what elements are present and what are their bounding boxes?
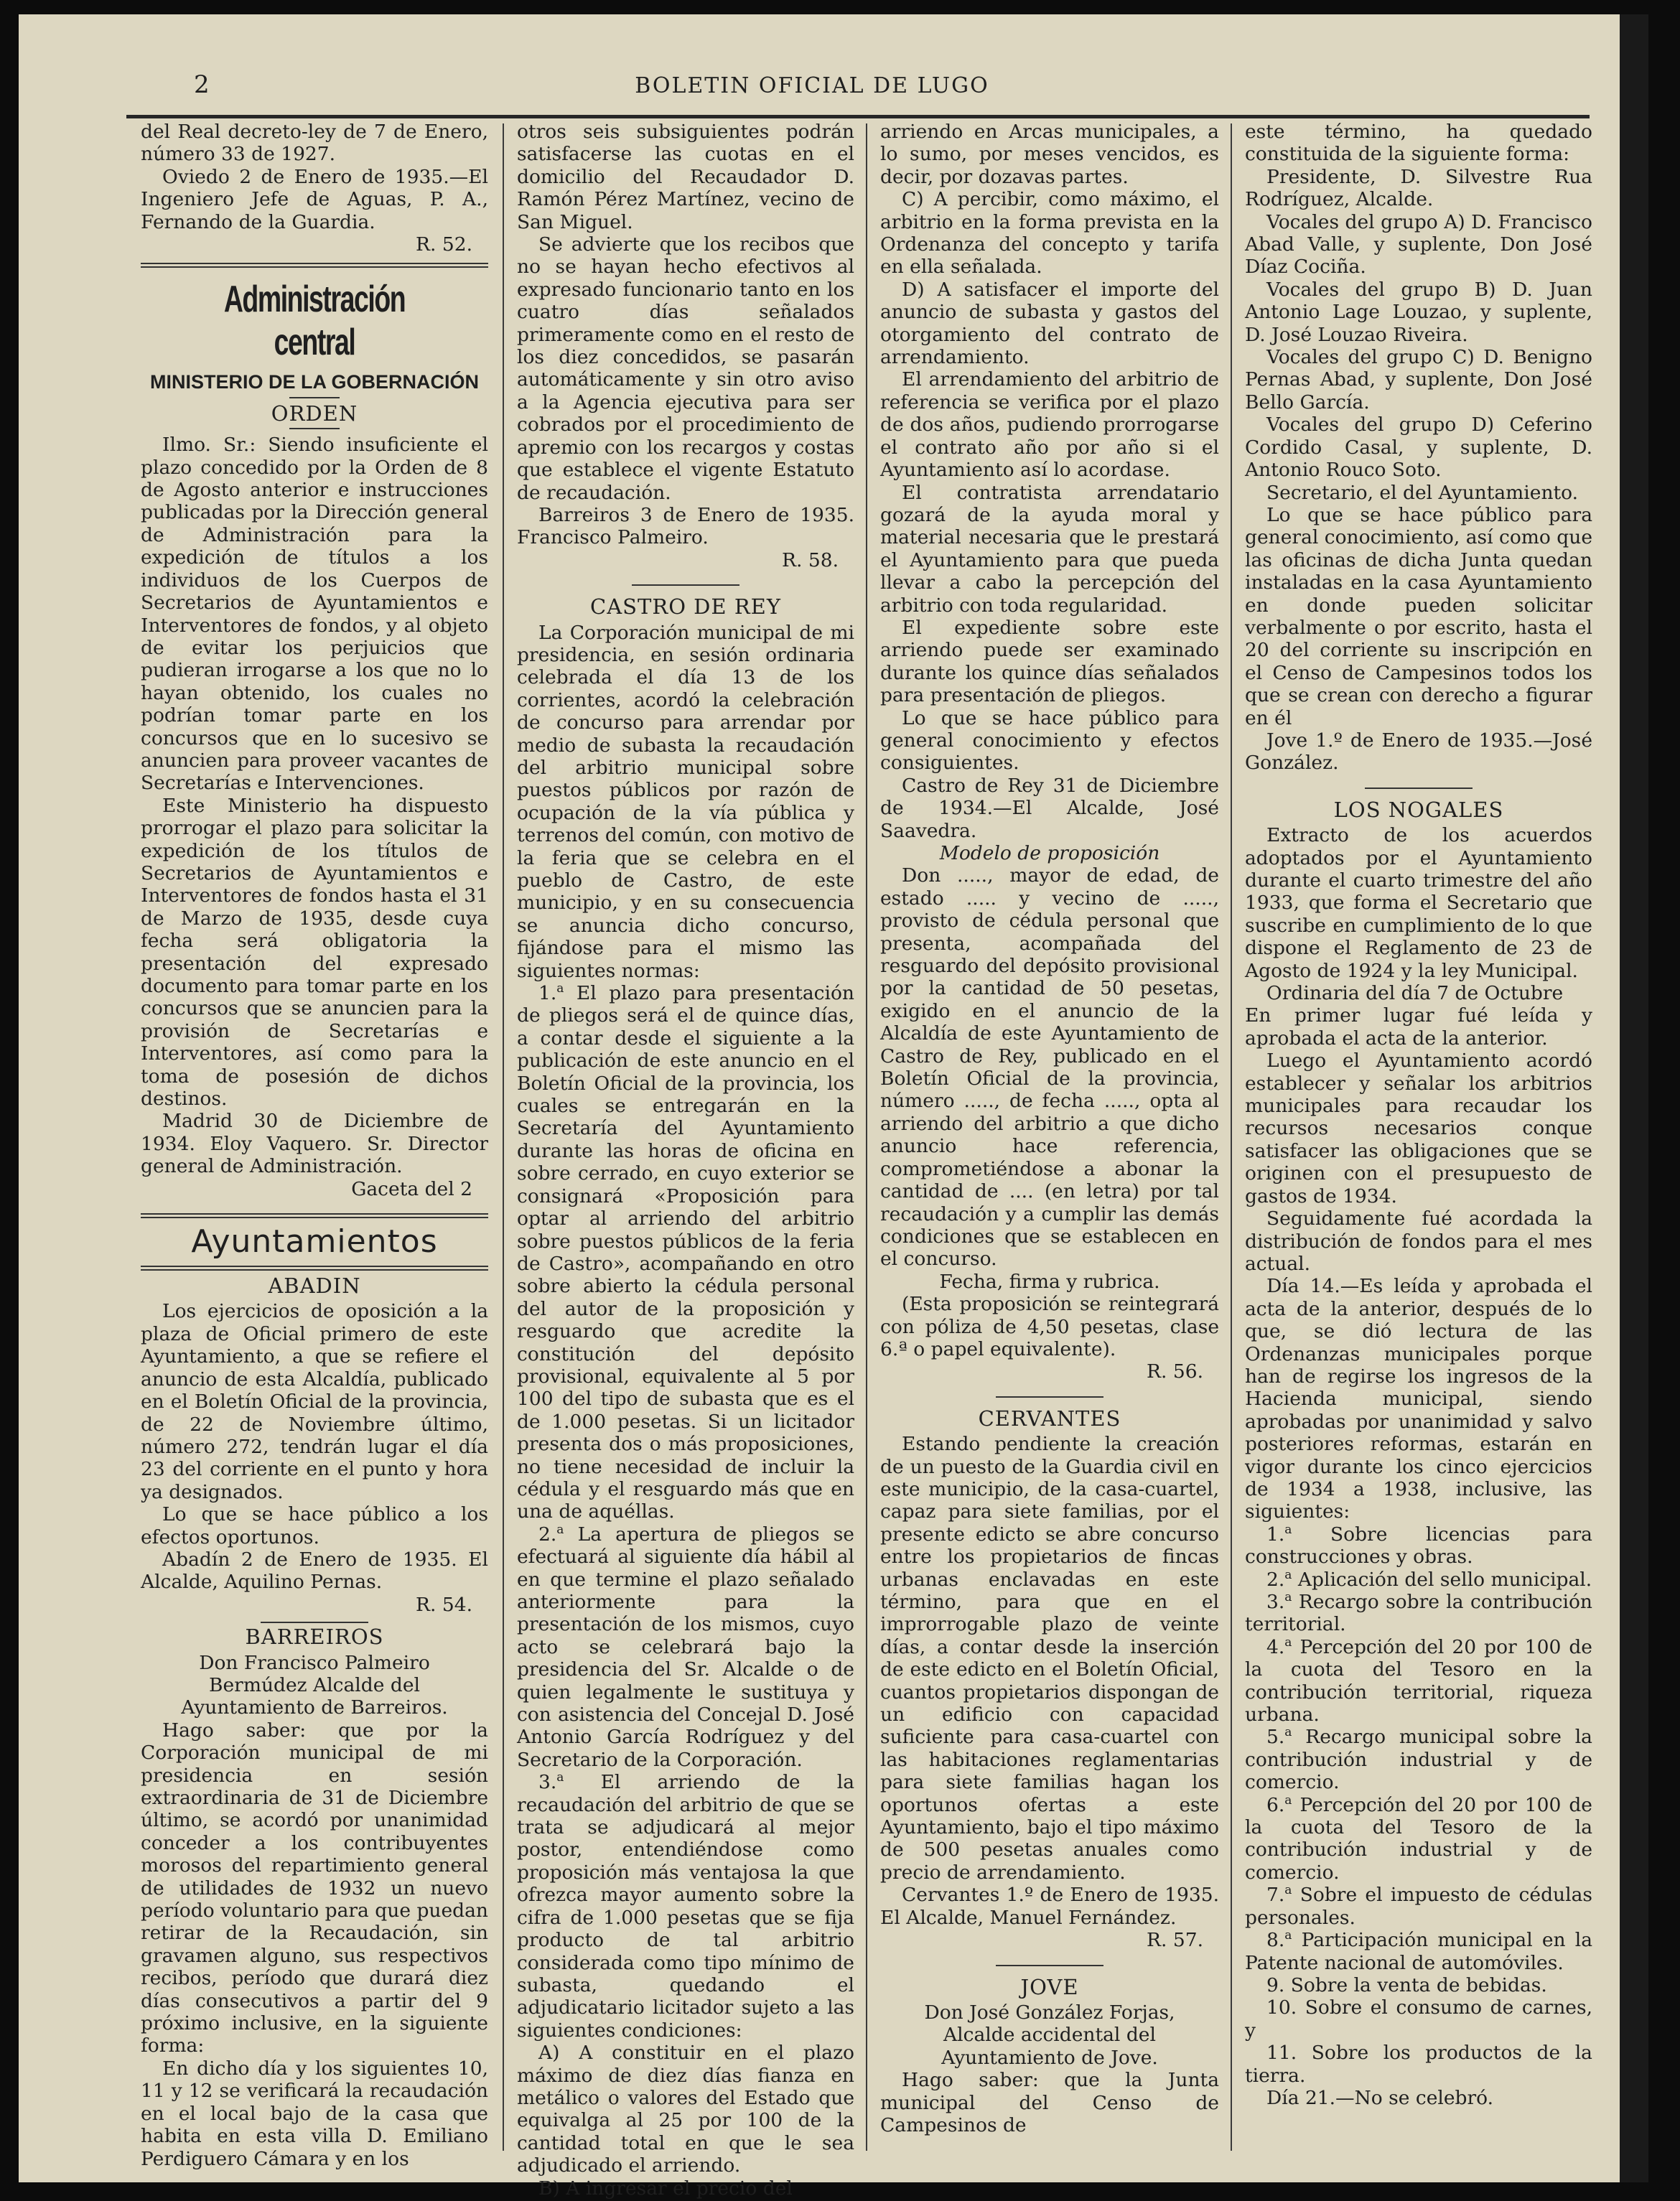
page-header (19, 57, 1605, 108)
separator (1365, 788, 1473, 789)
list-item-number: 5. (1266, 1726, 1285, 1749)
ordinal-suffix: a (1284, 1635, 1292, 1650)
ordinal-suffix: a (556, 981, 564, 996)
list-item (1245, 1929, 1592, 1974)
paragraph: Ordinaria del día 7 de Octubre (1266, 982, 1564, 1005)
paragraph: Los ejercicios de oposición a la plaza de Oficial primero de este Ayuntamiento, a que se refiere el anuncio de esta Alcaldía, publicado en el Boletín Oficial de la provincia, de 22 de Noviembre último, número 272, tendrán lugar el día 23 del corriente en el punto y hora ya designados. (141, 1300, 488, 1503)
list-item-text: Sobre licencias para construcciones y obras. (1245, 1523, 1592, 1569)
paragraph: Día 21.—No se celebró. (1266, 2086, 1494, 2109)
column-3 (880, 121, 1219, 2136)
list-item-number: 2. (1266, 1568, 1285, 1591)
section-title-ayuntamientos: Ayuntamientos (191, 1223, 438, 1261)
list-item-text: Recargo sobre la contribución territorial. (1245, 1591, 1592, 1636)
list-item-number: 3. (1266, 1591, 1285, 1613)
paragraph: Secretario, el del Ayuntamiento. (1266, 481, 1579, 504)
list-item-text: Sobre el impuesto de cédulas personales. (1245, 1884, 1592, 1929)
list-item-number: 4. (1266, 1635, 1285, 1658)
ordinal-suffix: a (556, 1770, 564, 1785)
paragraph: La Corporación municipal de mi presidencia, en sesión ordinaria celebrada el día 13 de los corrientes, acordó la celebración de concurso para arrendar por medio de subasta la recaudación del arbitrio municipal sobre puestos públicos por razón de ocupación de la vía pública y terrenos del común, con motivo de la feria que se celebra en el pueblo de Castro, de este municipio, y en su consecuencia se anuncia dicho concurso, fijándose para el mismo las siguientes normas: (517, 621, 854, 982)
list-item (1245, 1523, 1592, 1569)
paragraph: Vocales del grupo A) D. Francisco Abad Valle, y suplente, Don José Díaz Cociña. (1245, 210, 1592, 279)
reference-number: R. 52. (416, 233, 472, 256)
paragraph: Ilmo. Sr.: Siendo insuficiente el plazo concedido por la Orden de 8 de Agosto anterior e instrucciones publicadas por la Dirección general de Administración para la expedición de títulos a los individuos de los Cuerpos de Secretarios de Ayuntamientos e Interventores de fondos, y al objeto de evitar los perjuicios que pudieran irrogarse a los que no lo hayan obtenido, los cuales no podrían tomar parte en los concursos que en lo sucesivo se anuncien para proveer vacantes de Secretarías e Intervenciones. (141, 434, 488, 795)
paragraph (517, 982, 854, 1523)
list-item (1245, 1636, 1592, 1726)
section-rule (141, 1266, 488, 1271)
short-rule (289, 397, 340, 398)
paragraph: Barreiros 3 de Enero de 1935. Francisco Palmeiro. (517, 503, 854, 549)
paragraph: Seguidamente fué acordada la distribución de fondos para el mes actual. (1245, 1207, 1592, 1275)
list-item (1245, 1726, 1592, 1793)
ordinal-suffix: a (1284, 1725, 1292, 1740)
ordinal-suffix: a (556, 1522, 564, 1537)
list-item-number: 11. (1266, 2042, 1297, 2065)
orden-heading: ORDEN (271, 401, 358, 426)
paragraph: Don ....., mayor de edad, de estado ..... y vecino de ....., provisto de cédula personal que presenta, acompañada del resguardo del depósito provisional por la cantidad de 50 pesetas, exigido en el anuncio de la Alcaldía de este Ayuntamiento de Castro de Rey, publicado en el Boletín Oficial de la provincia, número ....., de fecha ....., opta al arriendo del arbitrio a que dicho anuncio hace referencia, comprometiéndose a abonar la cantidad de .... (en letra) por tal recaudación y a cumplir las demás condiciones que se establecen en el concurso. (880, 864, 1219, 1271)
paragraph-text: El arriendo de la recaudación del arbitrio de que se trata se adjudicará al mejor postor, entendiéndose como proposición más ventajosa la que ofrezca mayor aumento sobre la cifra de 1.000 pesetas que se fija producto de tal arbitrio considerada como tipo mínimo de subasta, quedando el adjudicatario licitador sujeto a las siguientes condiciones: (517, 1771, 854, 2042)
list-item (1245, 1884, 1592, 1929)
column-4 (1245, 121, 1592, 2109)
paragraph: Lo que se hace público a los efectos oportunos. (141, 1503, 488, 1548)
list-item (1245, 2042, 1592, 2087)
list-item (1245, 1794, 1592, 1884)
heading-abadin: ABADIN (268, 1274, 361, 1299)
list-item (1245, 1591, 1592, 1636)
ordinal: 1. (538, 982, 557, 1005)
reference-number: R. 54. (416, 1593, 472, 1616)
paragraph: arriendo en Arcas municipales, a lo sumo, por meses vencidos, es decir, por dozavas partes. (880, 121, 1219, 188)
list-item-number: 8. (1266, 1929, 1285, 1952)
reference-number: R. 58. (782, 548, 839, 571)
short-rule (289, 428, 340, 429)
paragraph (517, 1523, 854, 1771)
paragraph: Castro de Rey 31 de Diciembre de 1934.—El Alcalde, José Saavedra. (880, 774, 1219, 842)
paragraph: Lo que se hace público para general conocimiento, así como que las oficinas de dicha Junta quedan instaladas en la casa Ayuntamiento en donde pueden solicitar verbalmente o por escrito, hasta el 20 del corriente su inscripción en el Censo de Campesinos todos los que se crean con derecho a figurar en él (1245, 503, 1593, 729)
paragraph: Don José González Forjas, Alcalde accidental del Ayuntamiento de Jove. (924, 2001, 1175, 2069)
list-item-text: Aplicación del sello municipal. (1297, 1568, 1592, 1591)
publication-title: BOLETIN OFICIAL DE LUGO (635, 73, 989, 98)
paragraph: C) A percibir, como máximo, el arbitrio en la forma prevista en la Ordenanza del concepto y tarifa en ella señalada. (880, 188, 1219, 279)
paragraph: Extracto de los acuerdos adoptados por el Ayuntamiento durante el cuarto trimestre del año 1933, que forma el Secretario que suscribe en cumplimiento de lo que dispone el Reglamento de 23 de Agosto de 1924 y la ley Municipal. (1245, 824, 1592, 982)
ministry-heading: MINISTERIO DE LA GOBERNACIÓN (149, 371, 479, 393)
ordinal-suffix: a (1284, 1793, 1292, 1808)
ordinal-suffix: a (1284, 1590, 1292, 1605)
paragraph: Jove 1.º de Enero de 1935.—José González. (1245, 729, 1592, 775)
page-number: 2 (194, 70, 210, 99)
heading-barreiros: BARREIROS (245, 1625, 384, 1650)
section-rule (141, 1213, 488, 1218)
paragraph: El arrendamiento del arbitrio de referencia se verifica por el plazo de dos años, pudiendo prorrogarse el contrato año por año si el Ayuntamiento así lo acordase. (880, 368, 1219, 482)
column-divider (1231, 123, 1232, 2151)
list-item-text: Sobre la venta de bebidas. (1290, 1973, 1547, 1996)
list-item-text: Recargo municipal sobre la contribución industrial y de comercio. (1245, 1726, 1592, 1794)
paragraph: del Real decreto-ley de 7 de Enero, número 33 de 1927. (141, 121, 488, 166)
paragraph: Luego el Ayuntamiento acordó establecer y señalar los arbitrios municipales para recaudar los recursos necesarios conque satisfacer las obligaciones que se originen con el presupuesto de gastos de 1934. (1245, 1050, 1592, 1207)
list-item (1245, 1996, 1592, 2042)
ordinal-suffix: a (1284, 1567, 1292, 1582)
paragraph: D) A satisfacer el importe del anuncio de subasta y gastos del otorgamiento del contrato de arrendamiento. (880, 278, 1219, 369)
list-item-text: Sobre los productos de la tierra. (1245, 2042, 1592, 2087)
heading-cervantes: CERVANTES (978, 1406, 1121, 1431)
paragraph: Vocales del grupo B) D. Juan Antonio Lage Louzao, y suplente, D. José Louzao Riveira. (1245, 278, 1592, 346)
heading-castro-de-rey: CASTRO DE REY (590, 594, 781, 620)
paragraph: Oviedo 2 de Enero de 1935.—El Ingeniero Jefe de Aguas, P. A., Fernando de la Guardia. (141, 165, 488, 233)
reference-number: R. 57. (1147, 1929, 1203, 1952)
paragraph: este término, ha quedado constituida de la siguiente forma: (1245, 121, 1592, 166)
ordinal-suffix: a (1284, 1928, 1292, 1943)
paragraph: Este Ministerio ha dispuesto prorrogar el plazo para solicitar la expedición de los títulos de Secretarios de Ayuntamientos e Interventores de fondos hasta el 31 de Marzo de 1935, desde cuya fecha será obligatoria la presentación del expresado documento para tomar parte en los concursos que se anuncien para la provisión de Secretarías e Interventores, así como para la toma de posesión de dichos destinos. (141, 794, 488, 1111)
paragraph: Hago saber: que por la Corporación municipal de mi presidencia en sesión extraordinaria de 31 de Diciembre último, se acordó por unanimidad conceder a los contribuyentes morosos del repartimiento general de utilidades de 1932 un nuevo período voluntario para que puedan retirar de la Recaudación, sin gravamen alguno, sus respectivos recibos, período que durará diez días consecutivos a partir del 9 próximo inclusive, en la siguiente forma: (141, 1719, 488, 2057)
paragraph: Fecha, firma y rubrica. (939, 1270, 1160, 1293)
paragraph-text: El plazo para presentación de pliegos será el de quince días, a contar desde el siguiente a la publicación de este anuncio en el Boletín Oficial de la provincia, los cuales se entregarán en la Secretaría del Ayuntamiento durante las horas de oficina en sobre cerrado, en cuyo exterior se consignará «Proposición para optar al arriendo del arbitrio sobre puestos públicos de la feria de Castro», acompañando en otro sobre abierto la cédula personal del autor de la proposición y resguardo que acredite la constitución del depósito provisional, equivalente al 5 por 100 del tipo de subasta que es el de 1.000 pesetas. Si un licitador presenta dos o más proposiciones, no tiene necesidad de incluir la cédula y el resguardo más que en una de aquéllas. (517, 982, 854, 1523)
column-divider (866, 123, 867, 2151)
separator (996, 1396, 1103, 1398)
paragraph: En dicho día y los siguientes 10, 11 y 12 se verificará la recaudación en el local bajo de la casa que habita en esta villa D. Emiliano Perdiguero Cámara y en los (141, 2057, 488, 2170)
column-2 (517, 121, 854, 2200)
paragraph-text: La apertura de pliegos se efectuará al siguiente día hábil al en que termine el plazo señalado anteriormente para la presentación de los mismos, cuyo acto se celebrará bajo la presidencia del Sr. Alcalde o de quien legalmente le sustituya y con asistencia del Concejal D. José Antonio García Rodríguez y del Secretario de la Corporación. (517, 1523, 854, 1771)
paragraph: Madrid 30 de Diciembre de 1934. Eloy Vaquero. Sr. Director general de Administración. (141, 1110, 488, 1178)
paragraph: En primer lugar fué leída y aprobada el acta de la anterior. (1245, 1004, 1592, 1050)
ordinal-suffix: a (1284, 1522, 1292, 1537)
list-item-text: Sobre el consumo de carnes, y (1245, 1996, 1592, 2042)
paragraph: Lo que se hace público para general conocimiento y efectos consiguientes. (880, 706, 1219, 775)
paragraph: Vocales del grupo C) D. Benigno Pernas Abad, y suplente, Don José Bello García. (1245, 346, 1592, 413)
separator (632, 584, 739, 586)
paragraph: otros seis subsiguientes podrán satisfacerse las cuotas en el domicilio del Recaudador D. Ramón Pérez Martínez, vecino de San Miguel. (517, 121, 854, 233)
list-item (1245, 1974, 1592, 1996)
ordinal: 3. (538, 1771, 557, 1794)
ordinance-list (1245, 1523, 1592, 2087)
paragraph: Presidente, D. Silvestre Rua Rodríguez, Alcalde. (1245, 165, 1592, 211)
separator (261, 1622, 368, 1623)
list-item-number: 7. (1266, 1884, 1285, 1907)
paragraph: Cervantes 1.º de Enero de 1935. El Alcalde, Manuel Fernández. (880, 1884, 1219, 1929)
column-1 (141, 121, 488, 2170)
section-title-administracion: Administración central (223, 279, 406, 364)
ordinal: 2. (538, 1523, 557, 1546)
paragraph: B) A ingresar el precio del (538, 2177, 793, 2200)
separator (996, 1965, 1103, 1966)
paragraph: Don Francisco Palmeiro Bermúdez Alcalde del Ayuntamiento de Barreiros. (181, 1651, 448, 1719)
list-item-number: 6. (1266, 1793, 1285, 1816)
list-item-number: 9. (1266, 1973, 1285, 1996)
reference-source: Gaceta del 2 (351, 1177, 472, 1200)
list-item (1245, 1569, 1592, 1591)
paragraph: Se advierte que los recibos que no se hayan hecho efectivos al expresado funcionario tanto en los cuatro días señalados primeramente como en el resto de los diez concedidos, se pasarán automáticamente y sin otro aviso a la Agencia ejecutiva para ser cobrados por el procedimiento de apremio con los recargos y costas que establece el vigente Estatuto de recaudación. (517, 233, 854, 504)
paragraph: (Esta proposición se reintegrará con póliza de 4,50 pesetas, clase 6.ª o papel equivalente). (880, 1293, 1219, 1360)
paragraph: Día 14.—Es leída y aprobada el acta de la anterior, después de lo que, se dió lectura de las Ordenanzas municipales porque han de regirse los ingresos de la Hacienda municipal, siendo aprobadas por unanimidad y salvo posteriores reformas, estarán en vigor durante los cinco ejercicios de 1934 a 1938, inclusive, las siguientes: (1245, 1275, 1592, 1523)
paragraph: El contratista arrendatario gozará de la ayuda moral y material necesaria que le prestará el Ayuntamiento para que pueda llevar a cabo la percepción del arbitrio con toda regularidad. (880, 481, 1219, 617)
header-rule (126, 115, 1590, 118)
section-rule (141, 263, 488, 268)
list-item-text: Participación municipal en la Patente nacional de automóviles. (1245, 1929, 1592, 1974)
list-item-text: Percepción del 20 por 100 de la cuota del Tesoro en la contribución territorial, riqueza urbana. (1245, 1635, 1592, 1726)
subheading-modelo: Modelo de proposición (939, 842, 1160, 864)
list-item-number: 1. (1266, 1523, 1285, 1546)
paragraph: Hago saber: que la Junta municipal del Censo de Campesinos de (880, 2069, 1219, 2136)
list-item-text: Percepción del 20 por 100 de la cuota del Tesoro de la contribución industrial y de comercio. (1245, 1793, 1592, 1884)
paragraph: A) A constituir en el plazo máximo de diez días fianza en metálico o valores del Estado que equivalga al 25 por 100 de la cantidad total en que le sea adjudicado el arriendo. (517, 2042, 854, 2177)
reference-number: R. 56. (1147, 1360, 1203, 1383)
paragraph: Abadín 2 de Enero de 1935. El Alcalde, Aquilino Pernas. (141, 1548, 488, 1594)
paragraph: El expediente sobre este arriendo puede ser examinado durante los quince días señalados para presentación de pliegos. (880, 616, 1219, 707)
newspaper-page (19, 14, 1648, 2200)
paragraph (517, 1771, 854, 2042)
page-edge-shadow (1620, 14, 1648, 2182)
paragraph: Vocales del grupo D) Ceferino Cordido Casal, y suplente, D. Antonio Rouco Soto. (1245, 413, 1592, 482)
heading-jove: JOVE (1020, 1974, 1079, 1999)
heading-los-nogales: LOS NOGALES (1333, 797, 1504, 822)
paragraph: Estando pendiente la creación de un puesto de la Guardia civil en este municipio, de la casa-cuartel, capaz para siete familias, por el presente edicto se abre concurso entre los propietarios de fincas urbanas enclavadas en este término, para que en el improrrogable plazo de veinte días, a contar desde la inserción de este edicto en el Boletín Oficial, cuantos propietarios dispongan de un edificio con capacidad suficiente para casa-cuartel con las habitaciones reglamentarias para siete familias hagan los oportunos ofertas a este Ayuntamiento, bajo el tipo máximo de 500 pesetas anuales como precio de arrendamiento. (880, 1433, 1219, 1884)
ordinal-suffix: a (1284, 1883, 1292, 1898)
list-item-number: 10. (1266, 1996, 1297, 2019)
column-divider (503, 123, 504, 2151)
